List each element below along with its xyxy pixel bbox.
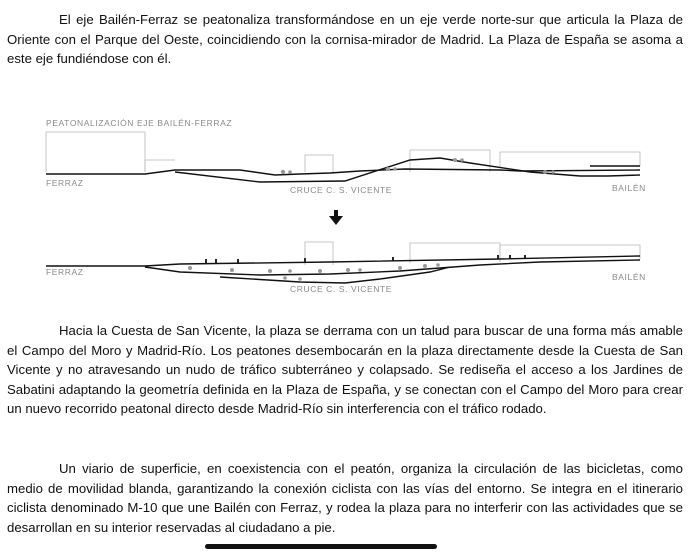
down-arrow-icon — [329, 210, 343, 225]
pedestrian-figures-bottom — [188, 263, 440, 281]
building-outlines — [46, 132, 640, 265]
section-diagram — [0, 110, 690, 300]
diagram-title: PEATONALIZACIÓN EJE BAILÉN-FERRAZ — [46, 118, 233, 128]
bottom-center-label: CRUCE C. S. VICENTE — [290, 284, 393, 294]
paragraph-cuesta-san-vicente: Hacia la Cuesta de San Vicente, la plaza se derrama con un talud para buscar de una forma más amable el Campo del Moro y Madrid-Río. Los peatones desembocarán en la plaza directamente desde la Cuesta de San Vicente y no atravesando un nudo de tráfico subterráneo y colapsado. Se rediseña el acceso a los Jardines de Sabatini adaptando la geometría definida en la Plaza de España, y se conectan con el Campo del Moro para crear un nuevo recorrido peatonal directo desde Madrid-Río sin interferencia con el tráfico rodado. — [7, 323, 683, 416]
bottom-right-label: BAILÉN — [612, 272, 646, 282]
bottom-section-profile — [46, 256, 640, 283]
top-center-label: CRUCE C. S. VICENTE — [290, 185, 393, 195]
top-section-profile — [46, 158, 640, 182]
top-left-label: FERRAZ — [46, 178, 84, 188]
paragraph-intro: El eje Bailén-Ferraz se peatonaliza transformándose en un eje verde norte-sur que articula la Plaza de Oriente con el Parque del Oeste, coincidiendo con la cornisa-mirador de Madrid. La Plaza de España se asoma a este eje fundiéndose con él. — [7, 12, 683, 66]
home-indicator[interactable] — [205, 544, 437, 549]
paragraph-viario-superficie: Un viario de superficie, en coexistencia con el peatón, organiza la circulación de las bicicletas, como medio de movilidad blanda, garantizando la conexión ciclista con las vías del entorno. Se integra en el itinerario ciclista denominado M-10 que une Bailén con Ferraz, y rodea la plaza para no interferir con las actividades que se desarrollan en su interior reservadas al ciudadano a pie. — [7, 461, 683, 535]
top-right-label: BAILÉN — [612, 183, 646, 193]
pedestrian-figures-top — [281, 158, 555, 174]
bottom-left-label: FERRAZ — [46, 267, 84, 277]
